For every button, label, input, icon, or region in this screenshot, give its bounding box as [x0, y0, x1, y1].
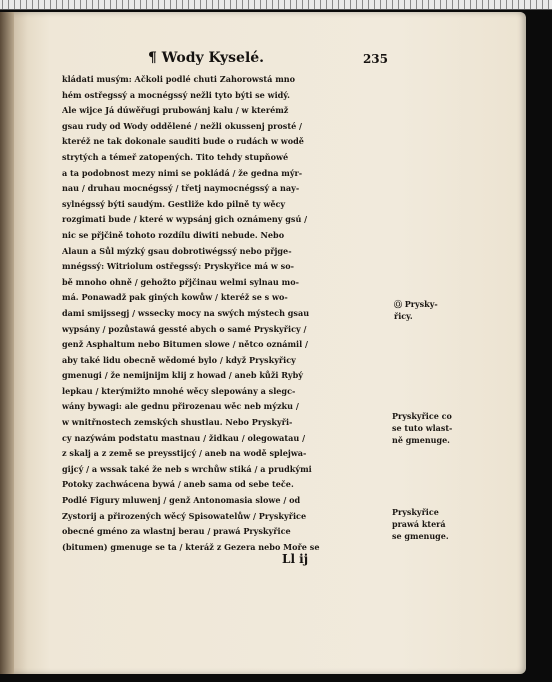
text-line: Zystorij a přirozených wěcý Spisowatelůw / Pryskyřice	[62, 510, 307, 521]
text-line: wypsány / pozůstawá gessté abych o samé Pryskyřicy /	[62, 323, 307, 334]
text-line: cy nazýwám podstatu mastnau / židkau / olegowatau /	[62, 432, 306, 443]
running-header	[148, 50, 388, 70]
margin-note-line: prawá která	[392, 519, 446, 529]
margin-note-line: Pryskyřice co	[392, 411, 452, 421]
text-line: sylnégssý býti saudým. Gestliže kdo pilně ty wěcy	[62, 198, 286, 209]
text-line: mnégssý: Witriolum ostřegssý: Pryskyřice má w so-	[62, 261, 294, 272]
margin-note-line: ně gmenuge.	[392, 435, 450, 445]
margin-note-line: se gmenuge.	[392, 531, 449, 541]
text-line: bě mnoho ohně / gehožto přjčinau welmi sylnau mo-	[62, 276, 299, 287]
text-line: Podlé Figury mluwenj / genž Antonomasia slowe / od	[62, 495, 301, 506]
signature-mark: Ll ij	[282, 552, 309, 566]
margin-note-line: se tuto wlast-	[392, 423, 453, 433]
text-line: a ta podobnost mezy nimi se pokládá / že gedna mýr-	[62, 167, 303, 178]
text-line: gmenugi / že nemijnijm klij z howad / aneb kůži Rybý	[62, 370, 303, 381]
text-line: gijcý / a wssak také že neb s wrchůw stiká / a prudkými	[62, 463, 312, 474]
text-line: (bitumen) gmenuge se ta / kteráž z Gezera nebo Moře se	[62, 541, 320, 552]
margin-note-line: Ⓞ Prysky-	[394, 299, 438, 309]
text-line: nic se přjčině tohoto rozdílu diwiti nebude. Nebo	[62, 229, 285, 240]
margin-note-line: Pryskyřice	[392, 507, 439, 517]
text-line: obecné gméno za wlastnj berau / prawá Pryskyřice	[62, 526, 291, 537]
margin-note-true-asphalt	[392, 506, 449, 542]
text-line: aby také lidu obecně wědomé bylo / když Pryskyřicy	[62, 354, 296, 365]
text-line: rozgimati bude / které w wypsánj gich oznámeny gsú /	[62, 214, 308, 225]
text-line: nau / druhau mocnégssý / třetj naymocnégssý a nay-	[62, 183, 300, 194]
text-line: w wnitřnostech zemských shustlau. Nebo Pryskyři-	[62, 417, 293, 428]
text-line: hém ostřegssý a mocnégssý nežli tyto býti se widý.	[62, 89, 290, 100]
text-line: lepkau / kterýmižto mnohé wěcy slepowány a slegc-	[62, 385, 296, 396]
text-line: z skalj a z země se preysstijcý / aneb na wodě splejwa-	[62, 448, 307, 459]
top-ruler	[0, 0, 552, 10]
text-line: dami smijssegj / wssecky mocy na swých mýstech gsau	[62, 307, 310, 318]
body-text-block	[62, 72, 382, 555]
text-line: wány bywagi: ale gednu přirozenau wěc neb mýzku /	[62, 401, 299, 412]
margin-note-pryskyrice	[394, 298, 438, 322]
text-line: Ale wijce Já dúwěřugi prubowánj kalu / w kterémž	[62, 105, 289, 116]
text-line: má. Ponawadž pak giných kowůw / kteréž se s wo-	[62, 292, 288, 303]
text-line: genž Asphaltum nebo Bitumen slowe / nětco oznámil /	[62, 339, 308, 350]
margin-note-definition	[392, 410, 452, 446]
text-line: kteréž ne tak dokonale sauditi bude o rudách w wodě	[62, 136, 304, 147]
text-line: Alaun a Sůl mýzký gsau dobrotiwégssý nebo přjge-	[62, 245, 292, 256]
text-line: gsau rudy od Wody oddělené / nežli okussenj prosté /	[62, 120, 303, 131]
running-title: ¶ Wody Kyselé.	[148, 50, 265, 66]
facing-page-edge	[0, 12, 14, 674]
text-line: Potoky zachwácena bywá / aneb sama od sebe teče.	[62, 479, 294, 490]
margin-note-line: řicy.	[394, 311, 413, 321]
text-line: kládati musým: Ačkoli podlé chuti Zahorowstá mno	[62, 74, 296, 84]
folio-number: 235	[362, 52, 388, 66]
text-line: strytých a témeř zatopených. Tito tehdy stupňowé	[62, 151, 289, 162]
